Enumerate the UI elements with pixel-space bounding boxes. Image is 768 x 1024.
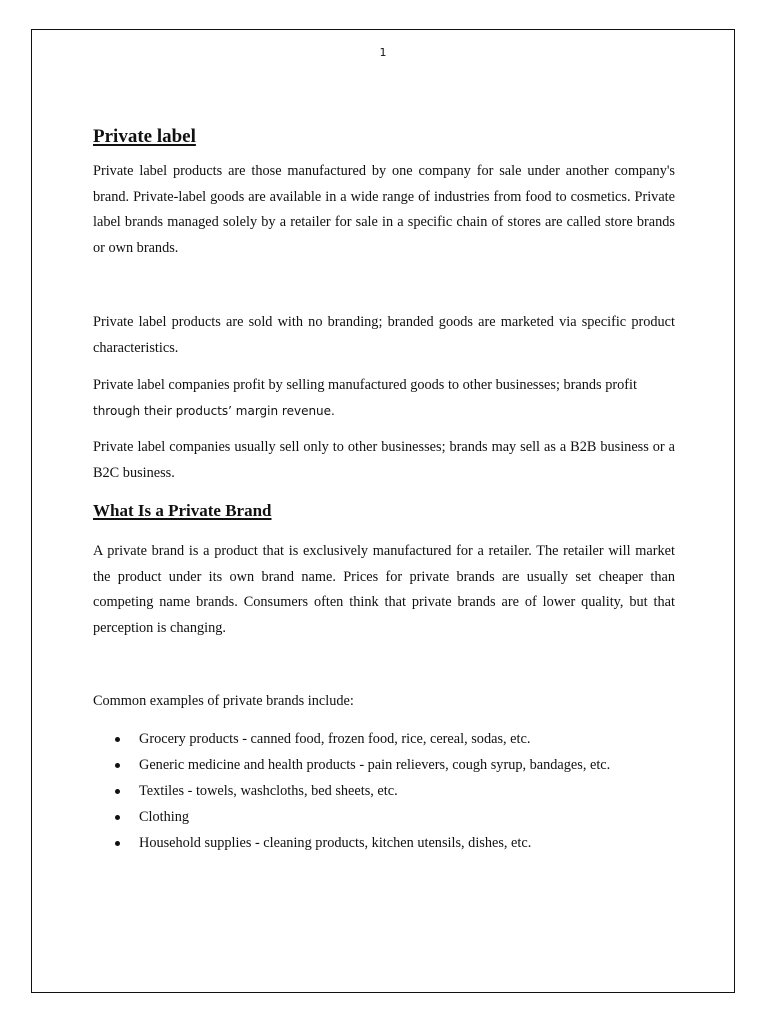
list-item <box>93 804 610 830</box>
list-item-text: Household supplies - cleaning products, kitchen utensils, dishes, etc. <box>139 835 532 851</box>
bullet-icon <box>115 815 120 820</box>
list-item <box>93 726 610 752</box>
list-item-text: Clothing <box>139 809 190 825</box>
paragraph-private-brand-definition: A private brand is a product that is exclusively manufactured for a retailer. The retailer will market the product under its own brand name. Prices for private brands are usually set cheaper than competing name brands. Consumers often think that private brands are of lower quality, but that perception is changing. <box>93 543 675 636</box>
bullet-icon <box>115 789 120 794</box>
heading-private-label: Private label <box>93 126 196 147</box>
list-item-text: Textiles - towels, washcloths, bed sheets, etc. <box>139 783 398 799</box>
heading-private-brand: What Is a Private Brand <box>93 501 272 520</box>
paragraph-profit <box>93 373 675 424</box>
paragraph-profit-line1: Private label companies profit by selling manufactured goods to other businesses; brands profit <box>93 377 637 393</box>
list-item <box>93 778 610 804</box>
paragraph-branding: Private label products are sold with no branding; branded goods are marketed via specific product characteristics. <box>93 314 675 356</box>
paragraph-profit-line2: through their products’ margin revenue. <box>93 403 335 418</box>
examples-list <box>93 726 610 856</box>
list-item-text: Grocery products - canned food, frozen food, rice, cereal, sodas, etc. <box>139 731 531 747</box>
list-item-text: Generic medicine and health products - pain relievers, cough syrup, bandages, etc. <box>139 757 611 773</box>
bullet-icon <box>115 737 120 742</box>
paragraph-definition: Private label products are those manufactured by one company for sale under another company's brand. Private-label goods are available in a wide range of industries from food to cosmetics. Private label brands managed solely by a retailer for sale in a specific chain of stores are called store brands or own brands. <box>93 163 675 256</box>
paragraph-examples-intro: Common examples of private brands include: <box>93 693 354 709</box>
bullet-icon <box>115 841 120 846</box>
bullet-icon <box>115 763 120 768</box>
document-page <box>31 29 735 993</box>
list-item <box>93 752 610 778</box>
page-number: 1 <box>379 46 387 59</box>
list-item <box>93 830 610 856</box>
paragraph-b2b: Private label companies usually sell only to other businesses; brands may sell as a B2B business or a B2C business. <box>93 439 675 481</box>
